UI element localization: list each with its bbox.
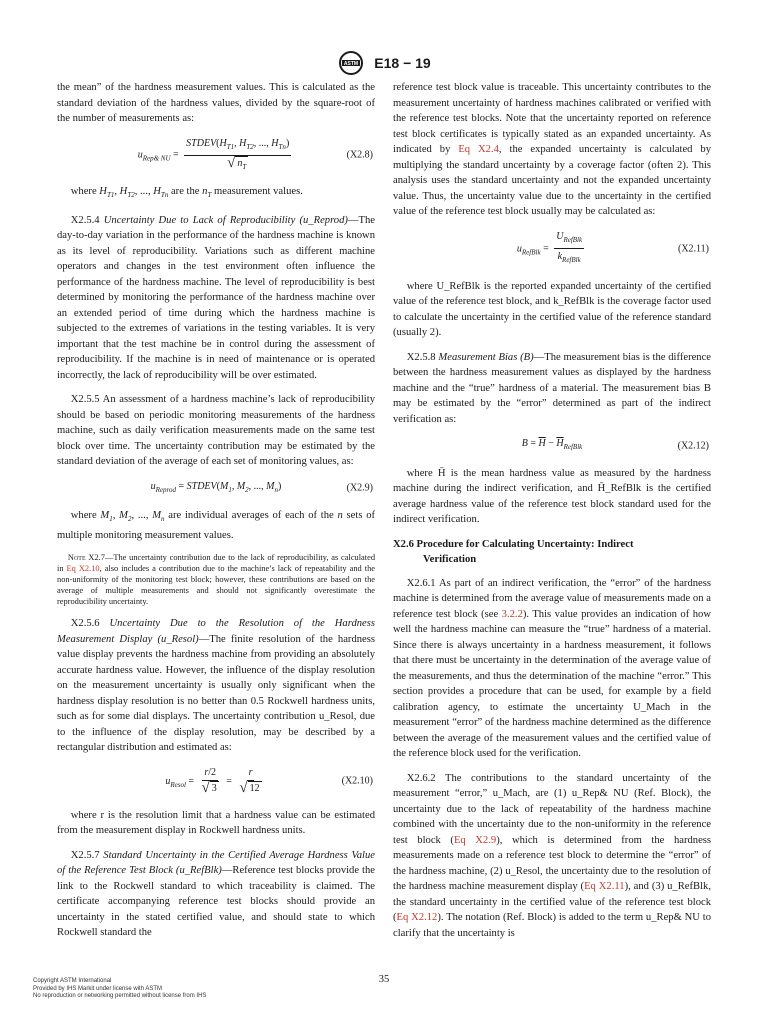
equation-x2-8: $u_{Rep\& NU}$ = $STDEV(H_{T1}$, $H_{T2}$, ..., $H_{Tn}$) √ $n_T$ (X2.8) xyxy=(57,136,375,175)
equation-x2-11: $u_{RefBlk}$ = $\frac{U_{RefBlk}}{k_{RefBlk}}$ (X2.11) xyxy=(516,230,709,264)
equation-link[interactable]: Eq X2.10 xyxy=(66,564,100,573)
paragraph: where $H_{T1}$, $H_{T2}$, ..., $H_{Tn}$ are the $n_T$ measurement values. xyxy=(70,186,303,199)
equation-number: (X2.8) xyxy=(346,149,373,160)
page-header xyxy=(0,50,768,76)
page-number: 35 xyxy=(378,974,390,985)
section-title: Standard Uncertainty in the Certified Average Hardness Value of the Reference Test Block (u_RefBlk) xyxy=(57,849,375,876)
paragraph: where U_RefBlk is the reported expanded uncertainty of the certified value of the reference test block, and k_RefBlk is the coverage factor used to calculate the uncertainty in the certified value of the reference standard (usually 2). xyxy=(393,280,711,338)
equation-link[interactable]: Eq X2.12 xyxy=(396,912,438,923)
right-column xyxy=(393,80,711,950)
equation-number: (X2.10) xyxy=(341,775,373,787)
section-title: Measurement Bias (B) xyxy=(438,351,534,363)
equation-link[interactable]: Eq X2.9 xyxy=(453,834,497,846)
equation-link[interactable]: Eq X2.11 xyxy=(584,881,625,892)
paragraph: X2.5.6 Uncertainty Due to the Resolution of the Hardness Measurement Display (u_Resol)—The finite resolution of the hardness value display prevents the hardness machine from providing an absolutely accurate hardness value. However, the influence of the display resolution on the measurement uncertainty is usually only significant when the hardness display resolution is no better than 0.5 Rockwell hardness units, such as for some dial displays. The uncertainty contribution u_Resol, due to the influence of the display resolution, may be described by a rectangular distribution and estimated as: xyxy=(57,618,375,753)
paragraph: the mean” of the hardness measurement values. This is calculated as the standard deviation of the hardness values, divided by the square-root of the number of measurements as: xyxy=(57,82,375,124)
equation-link[interactable]: Eq X2.4 xyxy=(458,144,499,155)
note: Note X2.7—The uncertainty contribution due to the lack of reproducibility, as calculated in Eq X2.10, also includes a contribution due to the machine’s lack of repeatability and the non-uniformity of the monitoring test block; however, these contributions are based on the average of multiple measurements and should not significantly overestimate the reproducibility uncertainty. xyxy=(57,553,376,606)
paragraph: X2.5.8 Measurement Bias (B)—The measurement bias is the difference between the hardness measurement values as displayed by the hardness machine and the “true” hardness of a material. The measurement bias B may be estimated by the “error” determined as part of the indirect verification as: xyxy=(393,351,711,425)
copyright-footer: Copyright ASTM International Provided by IHS Markit under license with ASTM No reproduction or networking permitted without license from IHS xyxy=(33,978,207,999)
svg-text:ASTM: ASTM xyxy=(344,61,359,67)
document-code: E18 − 19 xyxy=(374,55,431,71)
paragraph: X2.5.5 An assessment of a hardness machine’s lack of reproducibility should be based on periodic monitoring measurements of the hardness machine, such as daily verification measurements made on the same test block over time. The uncertainty contribution may be estimated by the standard deviation of the average of each set of monitoring values, as: xyxy=(57,394,375,467)
left-column xyxy=(57,80,375,950)
equation-x2-12: $B = \overline{H} - \overline{H}_{RefBlk}$ (X2.12) xyxy=(393,436,711,456)
astm-logo-icon xyxy=(337,50,365,76)
section-title: Uncertainty Due to the Resolution of the Hardness Measurement Display (u_Resol) xyxy=(57,618,375,645)
paragraph: X2.6.1 As part of an indirect verification, the “error” of the hardness machine is determined from the average value of measurements made on a reference test block (see 3.2.2). This value provides an indication of how well the hardness machine can measure the “true” hardness of a material. Since there is always uncertainty in a hardness measurement, it follows that there must be uncertainty in the determination of the average value of the measurements, and thus the determination of the machine “error.” This section provides a procedure that can be used, for example by a field calibration agency, to estimate the uncertainty U_Mach in the measurement “error” of the hardness machine determined as the difference between the average of the measurement values and the certified value of the reference block used for the verification. xyxy=(393,577,711,759)
paragraph: X2.5.4 Uncertainty Due to Lack of Reproducibility (u_Reprod)—The day-to-day variation in the performance of the hardness machine is known as its level of reproducibility. Variations such as different machine operators and changes in the test environment often influence the performance of the hardness machine. The level of reproducibility is best determined by monitoring the performance of the hardness machine over an extended period of time during which the hardness machine is subjected to the extremes of variations in the testing variables. It is very important that the test machine be in control during the assessment of reproducibility. If the machine is in need of maintenance or is operated incorrectly, the lack of reproducibility will be over estimated. xyxy=(57,214,375,381)
paragraph: where r is the resolution limit that a hardness value can be estimated from the measurement display in Rockwell hardness units. xyxy=(57,809,375,836)
equation-x2-9: $u_{Reprod}$ = $STDEV(M_1$, $M_2$, ..., $M_n$) (X2.9) xyxy=(57,479,375,499)
section-link[interactable]: 3.2.2 xyxy=(501,608,523,620)
paragraph: where H̄ is the mean hardness value as measured by the hardness machine during the indirect verification, and H̄_RefBlk is the certified average hardness value of the reference test block standard used for the indirect verification. xyxy=(393,467,711,525)
paragraph: X2.6.2 The contributions to the standard uncertainty of the measurement “error,” u_Mach, are (1) u_Rep& NU (Ref. Block), the uncertainty due to the lack of repeatability of the hardness machine combined with the uncertainty due to the non-uniformity in the reference test block (Eq X2.9), which is determined from the hardness measurements made on a reference test block to determine the “error” of the hardness machine, (2) u_Resol, the uncertainty due to the resolution of the hardness machine measurement display (Eq X2.11), and (3) u_RefBlk, the standard uncertainty in the certified value of the reference test block (Eq X2.12). The notation (Ref. Block) is added to the term u_Rep& NU to clarify that the uncertainty is xyxy=(393,772,712,939)
equation-x2-10: $u_{Resol}$ = r/2 √ 3 = r √ 12 (X2.10) xyxy=(165,766,373,796)
paragraph: where $M_1$, $M_2$, ..., $M_n$ are individual averages of each of the n sets of multiple monitoring measurement values. xyxy=(57,510,376,541)
section-title: Uncertainty Due to Lack of Reproducibility (u_Reprod) xyxy=(103,214,348,226)
equation-number: (X2.9) xyxy=(346,482,373,494)
paragraph: reference test block value is traceable. This uncertainty contributes to the measurement uncertainty of hardness machines calibrated or verified with the reference test blocks. Note that the uncertainty reported on reference test block certificates is typically stated as an expanded uncertainty. As indicated by Eq X2.4, the expanded uncertainty is calculated by multiplying the standard uncertainty by a coverage factor (often 2). This analysis uses the standard uncertainty and not the expanded uncertainty value. Thus, the uncertainty value due to the uncertainty in the certified value of the reference test block usually may be calculated as: xyxy=(393,82,711,217)
section-heading: X2.6 Procedure for Calculating Uncertainty: Indirect Verification xyxy=(393,538,634,565)
equation-number: (X2.12) xyxy=(677,440,709,451)
equation-number: (X2.11) xyxy=(677,242,709,254)
paragraph: X2.5.7 Standard Uncertainty in the Certified Average Hardness Value of the Reference Test Block (u_RefBlk)—Reference test blocks provide the link to the Rockwell standard to which traceability is claimed. The certificate accompanying reference test blocks should provide an uncertainty in the stated certified value, and should state to which Rockwell standard the xyxy=(57,849,375,938)
